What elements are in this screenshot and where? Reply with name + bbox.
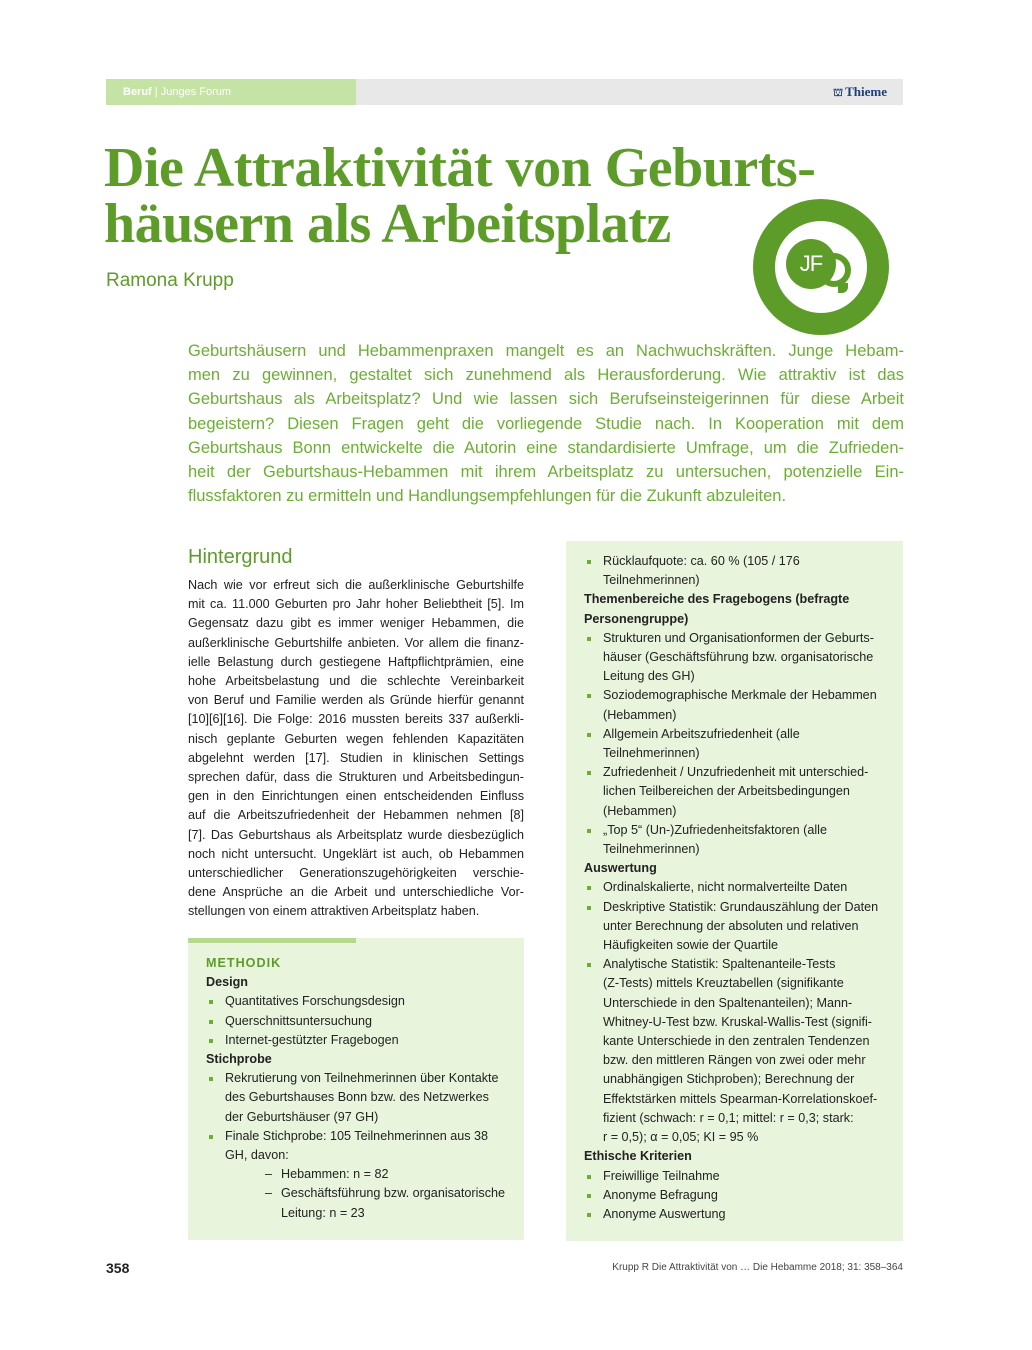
list-item-text: Quantitatives Forschungsdesign	[225, 994, 405, 1009]
list-item-text: häuser (Geschäftsführung bzw. organisatorische	[603, 650, 874, 665]
list-item-text: fizient (schwach: r = 0,1; mittel: r = 0,3; stark:	[603, 1110, 854, 1125]
list-item	[584, 898, 894, 956]
auswertung-heading: Auswertung	[584, 861, 657, 876]
themenbereiche-heading	[584, 590, 894, 628]
methodik-box	[188, 938, 524, 1240]
title-line-2: häusern als Arbeitsplatz	[104, 193, 671, 255]
sub-list-item-text: Leitung: n = 23	[281, 1205, 365, 1220]
text-line: unterschiedlicher Generationszugehörigkeiten verschie-	[188, 866, 524, 881]
text-line: ielle Belastung durch gestiegene Haftpflichtprämien, eine	[188, 654, 524, 669]
methodik-content	[206, 954, 516, 1223]
text-line: stellungen von einem attraktiven Arbeitsplatz haben.	[188, 904, 480, 919]
list-item	[206, 1031, 516, 1050]
sub-list-item	[206, 1184, 516, 1222]
title-line-1: Die Attraktivität von Geburts-	[104, 137, 816, 199]
text-line: dene Ansprüche an die Arbeit und unterschiedliche Vor-	[188, 885, 524, 900]
text-line: abgelehnt werden [17]. Studien in klinischen Settings	[188, 750, 524, 765]
text-line: nisch geplante Geburten wegen fehlenden Kapazitäten	[188, 731, 524, 746]
abstract-line: Geburtshaus als Arbeitsplatz? Und wie lassen sich Berufseinsteigerinnen für diese Arbeit	[188, 390, 904, 409]
list-item-text: Internet-gestützter Fragebogen	[225, 1032, 399, 1047]
section-label	[106, 79, 356, 105]
list-item-text: Finale Stichprobe: 105 Teilnehmerinnen aus 38	[225, 1128, 489, 1143]
list-item-text: unabhängigen Stichproben); Berechnung der	[603, 1072, 855, 1087]
list-item	[584, 955, 894, 1147]
text-line: außerklinische Geburtshilfe anbieten. Vor allem die finanz-	[188, 635, 524, 650]
list-item	[584, 1205, 894, 1224]
list-item-text: Anonyme Befragung	[603, 1187, 718, 1202]
list-item	[206, 992, 516, 1011]
list-item	[584, 725, 894, 763]
sub-list-item-text: – Geschäftsführung bzw. organisatorische	[281, 1186, 506, 1201]
heading-line: Personengruppe)	[584, 611, 689, 626]
list-item	[584, 1186, 894, 1205]
text-line: auf die Arbeitszufriedenheit der Hebammen nehmen [8]	[188, 808, 524, 823]
abstract-line: heit der Geburtshaus-Hebammen mit ihrem Arbeitsplatz zu untersuchen, potenzielle Ein-	[188, 463, 904, 482]
list-item	[206, 1012, 516, 1031]
list-item	[584, 686, 894, 724]
stichprobe-heading: Stichprobe	[206, 1052, 272, 1067]
list-item-text: Effektstärken mittels Spearman-Korrelationskoef-	[603, 1091, 878, 1106]
section-separator: |	[154, 86, 158, 98]
text-line: hohe Arbeitsbelastung und die schlechte Vereinbarkeit	[188, 674, 524, 689]
list-item	[584, 763, 894, 821]
background-paragraph	[188, 576, 524, 922]
page-number: 358	[106, 1260, 130, 1276]
list-item	[206, 1127, 516, 1165]
list-item-text: Freiwillige Teilnahme	[603, 1168, 720, 1183]
abstract-line: men zu gewinnen, gestaltet sich zunehmend als Herausforderung. Wie attraktiv ist das	[188, 366, 904, 385]
list-item-text: des Geburtshauses Bonn bzw. des Netzwerkes	[225, 1090, 489, 1105]
section-heading-hintergrund: Hintergrund	[188, 546, 293, 568]
list-item-text: bzw. den mittleren Rängen von zwei oder mehr	[603, 1053, 866, 1068]
subsection-name: Junges Forum	[160, 86, 232, 98]
list-item-text: lichen Teilbereichen der Arbeitsbedingungen	[603, 784, 850, 799]
text-line: mit ca. 11.000 Geburten pro Jahr hoher Beliebtheit [5]. Im	[188, 597, 524, 612]
list-item-text: Rücklaufquote: ca. 60 % (105 / 176	[603, 554, 800, 568]
abstract-line: flussfaktoren zu ermitteln und Handlungsempfehlungen für die Zukunft abzuleiten.	[188, 487, 787, 506]
list-item-text: Unterschiede in den Spaltenanteilen); Mann-	[603, 995, 853, 1010]
list-item-text: Leitung des GH)	[603, 669, 695, 684]
list-item	[584, 878, 894, 897]
citation-footer: Krupp R Die Attraktivität von … Die Hebamme 2018; 31: 358–364	[612, 1262, 903, 1273]
junges-forum-badge-icon	[753, 199, 889, 335]
list-item-text: GH, davon:	[225, 1148, 289, 1163]
methodik-continued-content	[584, 552, 894, 1224]
heading-line: Themenbereiche des Fragebogens (befragte	[584, 592, 850, 607]
list-item-text: unter Berechnung der absoluten und relativen	[603, 918, 859, 933]
list-item-text: Rekrutierung von Teilnehmerinnen über Kontakte	[225, 1071, 499, 1086]
publisher-logo	[833, 79, 887, 105]
list-item-text: Analytische Statistik: Spaltenanteile-Tests	[603, 957, 836, 972]
thieme-shield-icon: ⛫	[833, 87, 844, 99]
list-item-text: Strukturen und Organisationformen der Geburts-	[603, 630, 874, 645]
list-item-text: Anonyme Auswertung	[603, 1206, 726, 1221]
list-item-text: (Z-Tests) mittels Kreuztabellen (signifikante	[603, 976, 844, 991]
list-item-text: Zufriedenheit / Unzufriedenheit mit unterschied-	[603, 765, 869, 780]
abstract-line: Geburtshaus Bonn entwickelte die Autorin eine standardisierte Umfrage, um die Zufrieden-	[188, 438, 904, 457]
journal-header-bar	[106, 79, 903, 105]
abstract-line: Geburtshäusern und Hebammenpraxen mangelt es an Nachwuchskräften. Junge Hebam-	[188, 342, 904, 360]
list-item-text: Whitney-U-Test bzw. Kruskal-Wallis-Test (signifi-	[603, 1014, 872, 1029]
list-item-text: „Top 5“ (Un-)Zufriedenheitsfaktoren (alle	[603, 822, 827, 837]
list-item-text: (Hebammen)	[603, 707, 677, 722]
text-line: sprechen dafür, dass die Strukturen und Arbeitsbedingun-	[188, 770, 524, 785]
design-heading: Design	[206, 975, 248, 990]
badge-jf-label: JF	[786, 239, 836, 289]
methodik-box-continued	[566, 541, 903, 1241]
list-item	[584, 1167, 894, 1186]
abstract-line: begeistern? Diesen Fragen geht die vorliegende Studie nach. In Kooperation mit dem	[188, 414, 904, 433]
list-item-text: Querschnittsuntersuchung	[225, 1013, 373, 1028]
list-item	[584, 821, 894, 859]
publisher-name: Thieme	[845, 84, 887, 99]
list-item-text: der Geburtshäuser (97 GH)	[225, 1109, 379, 1124]
text-line: noch nicht untersucht. Ungeklärt ist auch, ob Hebammen	[188, 846, 524, 861]
list-item-text: Ordinalskalierte, nicht normalverteilte Daten	[603, 880, 848, 895]
list-item-text: Teilnehmerinnen)	[603, 842, 700, 857]
list-item-text: Teilnehmerinnen)	[603, 573, 700, 588]
methodik-box-accent-bar	[188, 938, 356, 943]
section-name: Beruf	[123, 86, 152, 98]
ethik-heading: Ethische Kriterien	[584, 1149, 692, 1164]
methodik-label: METHODIK	[206, 956, 282, 970]
list-item	[206, 1069, 516, 1127]
text-line: von Beruf und Familie werden als Gründe hierfür genannt	[188, 693, 524, 708]
sub-list-item-text: – Hebammen: n = 82	[281, 1167, 389, 1182]
author-name: Ramona Krupp	[106, 270, 234, 291]
text-line: [7]. Das Geburtshaus als Arbeitsplatz wurde diesbezüglich	[188, 827, 524, 842]
list-item-text: Deskriptive Statistik: Grundauszählung der Daten	[603, 899, 879, 914]
list-item	[584, 552, 894, 590]
list-item	[584, 629, 894, 687]
text-line: Gegensatz dazu gibt es immer weniger Hebammen, die	[188, 616, 524, 631]
abstract	[188, 339, 904, 508]
text-line: Nach wie vor erfreut sich die außerklinische Geburtshilfe	[188, 578, 524, 592]
list-item-text: r = 0,5); α = 0,05; KI = 95 %	[603, 1130, 759, 1145]
list-item-text: Teilnehmerinnen)	[603, 746, 700, 761]
sub-list-item	[206, 1165, 516, 1184]
list-item-text: Allgemein Arbeitszufriedenheit (alle	[603, 726, 800, 741]
text-line: gen in den Einrichtungen einen entscheidenden Einfluss	[188, 789, 524, 804]
list-item-text: Häufigkeiten sowie der Quartile	[603, 938, 779, 953]
list-item-text: kante Unterschiede in den zentralen Tendenzen	[603, 1034, 870, 1049]
list-item-text: Soziodemographische Merkmale der Hebammen	[603, 688, 877, 703]
list-item-text: (Hebammen)	[603, 803, 677, 818]
text-line: [10][6][16]. Die Folge: 2016 mussten bereits 337 außerkli-	[188, 712, 524, 727]
